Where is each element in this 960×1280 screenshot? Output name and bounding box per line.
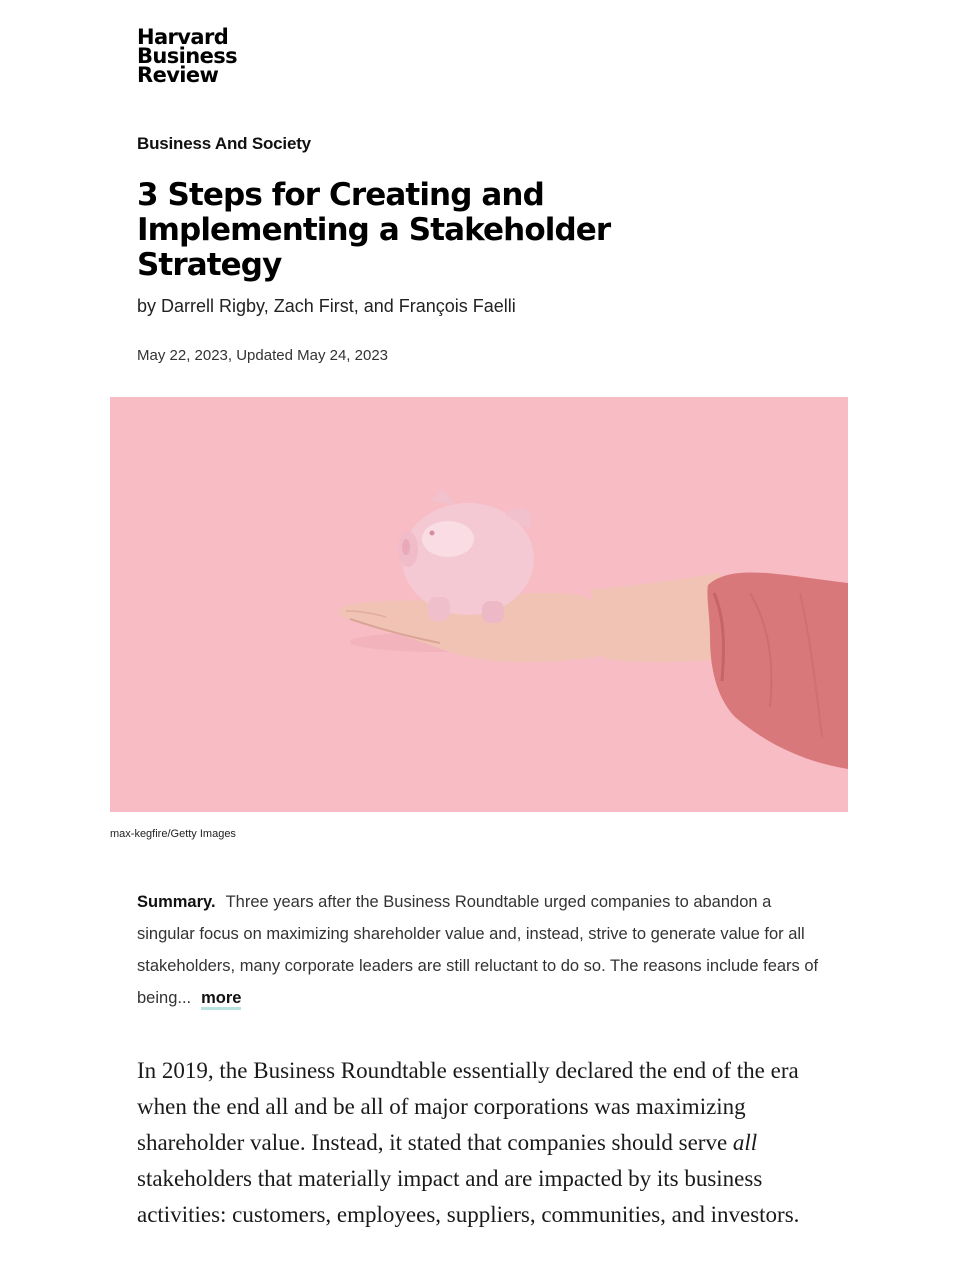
hero-image (110, 397, 848, 812)
summary-more-button[interactable]: more (201, 989, 241, 1010)
piggy-bank-hand-illustration (110, 397, 848, 812)
logo-line-review: Review (137, 63, 219, 87)
summary-text: Three years after the Business Roundtable urged companies to abandon a singular focus on maximizing shareholder value and, instead, strive to generate value for all stakeholders, many corporate leaders are still reluctant to do so. The reasons include fears of being... (137, 893, 819, 1007)
article-dateline: May 22, 2023, Updated May 24, 2023 (137, 347, 389, 364)
article-summary (137, 886, 827, 1014)
hbr-logo[interactable] (137, 25, 238, 87)
body-text-part-1: In 2019, the Business Roundtable essentially declared the end of the era when the end all and be all of major corporations was maximizing shareholder value. Instead, it stated that companies should serve (137, 1058, 799, 1155)
logo-line-harvard: Harvard (137, 25, 229, 49)
body-text-emphasis: all (732, 1130, 758, 1155)
article-category-link[interactable]: Business And Society (137, 134, 311, 153)
logo-line-business: Business (137, 44, 238, 68)
article-title: 3 Steps for Creating and Implementing a Stakeholder Strategy (137, 177, 611, 283)
body-text-part-2: stakeholders that materially impact and are impacted by its business activities: customers, employees, suppliers, communities, and investors. (137, 1166, 800, 1227)
article-body-paragraph (137, 1053, 827, 1233)
article-byline: by Darrell Rigby, Zach First, and François Faelli (137, 296, 516, 316)
image-credit: max-kegfire/Getty Images (110, 828, 236, 840)
summary-label: Summary. (137, 893, 216, 911)
